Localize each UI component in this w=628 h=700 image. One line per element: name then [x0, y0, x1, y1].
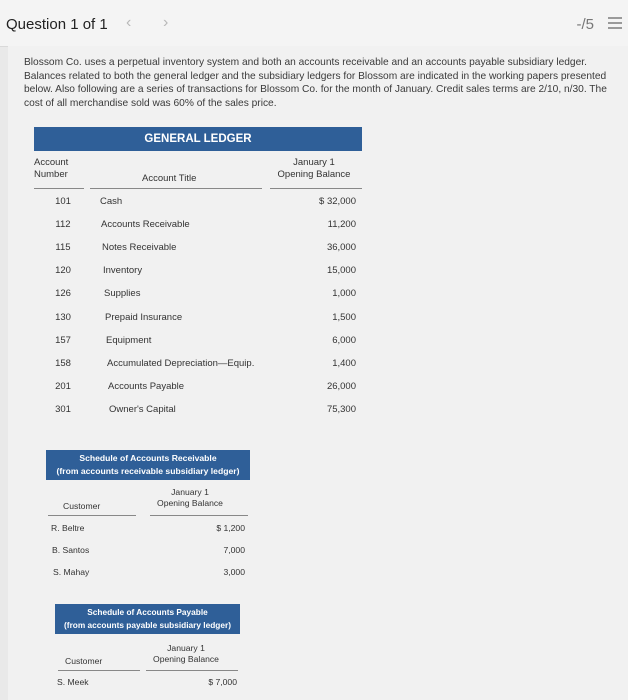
divider	[146, 670, 238, 671]
divider	[48, 515, 136, 516]
col-opening-balance-header: January 1 Opening Balance	[277, 157, 351, 180]
ap-col-customer-header: Customer	[65, 656, 103, 666]
ar-schedule-title: Schedule of Accounts Receivable (from accounts receivable subsidiary ledger)	[46, 450, 250, 480]
ap-col-opening-balance-header: January 1 Opening Balance	[153, 643, 219, 664]
ar-col-customer-header: Customer	[63, 501, 101, 511]
table-row: 120 Inventory 15,000	[55, 265, 356, 276]
table-row: 157 Equipment 6,000	[55, 335, 356, 346]
divider	[270, 188, 362, 189]
table-row: 158 Accumulated Depreciation—Equip. 1,400	[55, 358, 356, 369]
ap-schedule-title: Schedule of Accounts Payable (from accounts payable subsidiary ledger)	[55, 604, 240, 634]
previous-question-arrow-icon[interactable]: ‹	[126, 14, 132, 31]
general-ledger-title: GENERAL LEDGER	[34, 127, 362, 151]
col-account-title-header: Account Title	[142, 173, 197, 184]
divider	[90, 188, 262, 189]
ar-customer-name: B. Santos	[52, 545, 90, 555]
question-list-icon[interactable]	[608, 17, 622, 29]
ar-balance: 7,000	[223, 545, 245, 555]
ap-balance: $ 7,000	[208, 677, 237, 687]
table-row: 101 Cash $ 32,000	[55, 196, 356, 207]
divider	[34, 188, 84, 189]
table-row: 130 Prepaid Insurance 1,500	[55, 312, 356, 323]
ar-balance: 3,000	[223, 567, 245, 577]
ar-customer-name: R. Beltre	[51, 523, 85, 533]
col-account-number-header: Account Number	[34, 157, 69, 180]
divider	[58, 670, 140, 671]
problem-statement: Blossom Co. uses a perpetual inventory system and both an accounts receivable and an accounts payable subsidiary ledger. Balances related to both the general ledger and the subsidiary ledgers for Blossom are indicated in the working papers presented below. Also following are a series of transactions for Blossom Co. for the month of January. Credit sales terms are 2/10, n/30. The cost of all merchandise sold was 60% of the sales price.	[24, 57, 607, 109]
table-row: 126 Supplies 1,000	[55, 288, 356, 299]
table-row: 115 Notes Receivable 36,000	[55, 242, 356, 253]
divider	[150, 515, 248, 516]
table-row: 112 Accounts Receivable 11,200	[55, 219, 356, 230]
next-question-arrow-icon[interactable]: ›	[163, 14, 169, 31]
ar-col-opening-balance-header: January 1 Opening Balance	[157, 487, 223, 508]
question-content	[8, 46, 628, 700]
ap-customer-name: S. Meek	[57, 677, 89, 687]
question-header-bar	[0, 0, 628, 47]
table-row: 301 Owner's Capital 75,300	[55, 404, 356, 415]
score-display: -/5	[576, 16, 594, 33]
question-counter: Question 1 of 1	[6, 16, 108, 33]
ar-customer-name: S. Mahay	[53, 567, 90, 577]
table-row: 201 Accounts Payable 26,000	[55, 381, 356, 392]
ar-balance: $ 1,200	[216, 523, 245, 533]
